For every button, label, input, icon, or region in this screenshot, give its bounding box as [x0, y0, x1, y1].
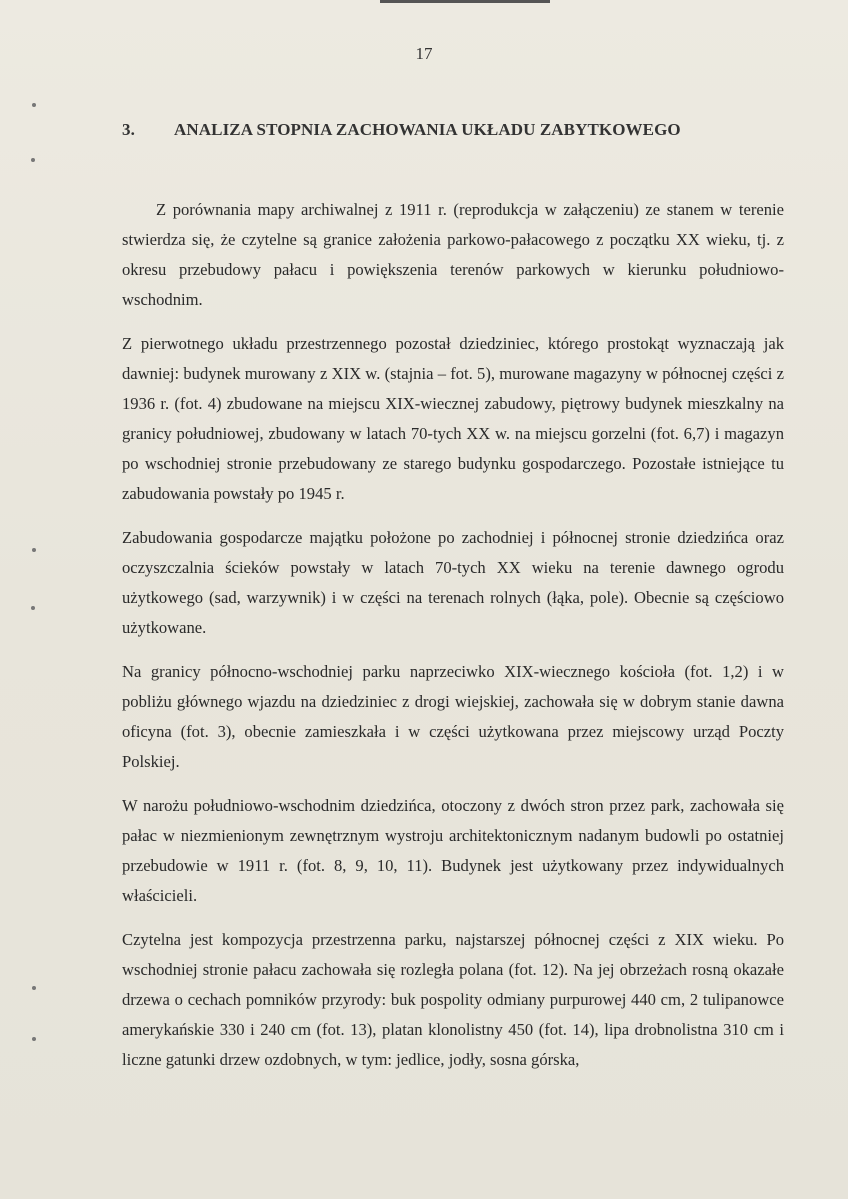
- paragraph: Na granicy północno-wschodniej parku naprzeciwko XIX-wiecznego kościoła (fot. 1,2) i w pobliżu głównego wjazdu na dziedziniec z drogi wiejskiej, zachowała się w dobrym stanie dawna oficyna (fot. 3), obecnie zamieszkała i w części użytkowana przez miejscowy urząd Poczty Polskiej.: [122, 662, 784, 771]
- section-heading: [122, 120, 802, 140]
- margin-mark: [31, 606, 35, 610]
- scan-edge: [380, 0, 550, 3]
- margin-mark: [32, 548, 36, 552]
- margin-mark: [31, 158, 35, 162]
- page-number: 17: [415, 44, 433, 63]
- section-number: 3.: [122, 120, 135, 139]
- paragraph: Z pierwotnego układu przestrzennego pozostał dziedziniec, którego prostokąt wyznaczają jak dawniej: budynek murowany z XIX w. (stajnia – fot. 5), murowane magazyny w północnej części z 1936 r. (fot. 4) zbudowane na miejscu XIX-wiecznej zabudowy, piętrowy budynek mieszkalny na granicy południowej, zbudowany w latach 70-tych XX w. na miejscu gorzelni (fot. 6,7) i magazyn po wschodniej stronie przebudowany ze starego budynku gospodarczego. Pozostałe istniejące tu zabudowania powstały po 1945 r.: [122, 334, 784, 503]
- body-text: [122, 195, 784, 1089]
- paragraph: Czytelna jest kompozycja przestrzenna parku, najstarszej północnej części z XIX wieku. Po wschodniej stronie pałacu zachowała się rozległa polana (fot. 12). Na jej obrzeżach rosną okazałe drzewa o cechach pomników przyrody: buk pospolity odmiany purpurowej 440 cm, 2 tulipanowce amerykańskie 330 i 240 cm (fot. 13), platan klonolistny 450 (fot. 14), lipa drobnolistna 310 cm i liczne gatunki drzew ozdobnych, w tym: jedlice, jodły, sosna górska,: [122, 930, 784, 1069]
- margin-mark: [32, 103, 36, 107]
- margin-mark: [32, 1037, 36, 1041]
- paragraph: Zabudowania gospodarcze majątku położone po zachodniej i północnej stronie dziedzińca oraz oczyszczalnia ścieków powstały w latach 70-tych XX wieku na terenie dawnego ogrodu użytkowego (sad, warzywnik) i w części na terenach rolnych (łąka, pole). Obecnie są częściowo użytkowane.: [122, 528, 784, 637]
- paragraph: Z porównania mapy archiwalnej z 1911 r. (reprodukcja w załączeniu) ze stanem w terenie stwierdza się, że czytelne są granice założenia parkowo-pałacowego z początku XX wieku, tj. z okresu przebudowy pałacu i powiększenia terenów parkowych w kierunku południowo-wschodnim.: [122, 200, 784, 309]
- margin-mark: [32, 986, 36, 990]
- section-title: ANALIZA STOPNIA ZACHOWANIA UKŁADU ZABYTKOWEGO: [174, 120, 681, 139]
- paragraph: W narożu południowo-wschodnim dziedzińca, otoczony z dwóch stron przez park, zachowała się pałac w niezmienionym zewnętrznym wystroju architektonicznym nadanym budowli po ostatniej przebudowie w 1911 r. (fot. 8, 9, 10, 11). Budynek jest użytkowany przez indywidualnych właścicieli.: [122, 796, 784, 905]
